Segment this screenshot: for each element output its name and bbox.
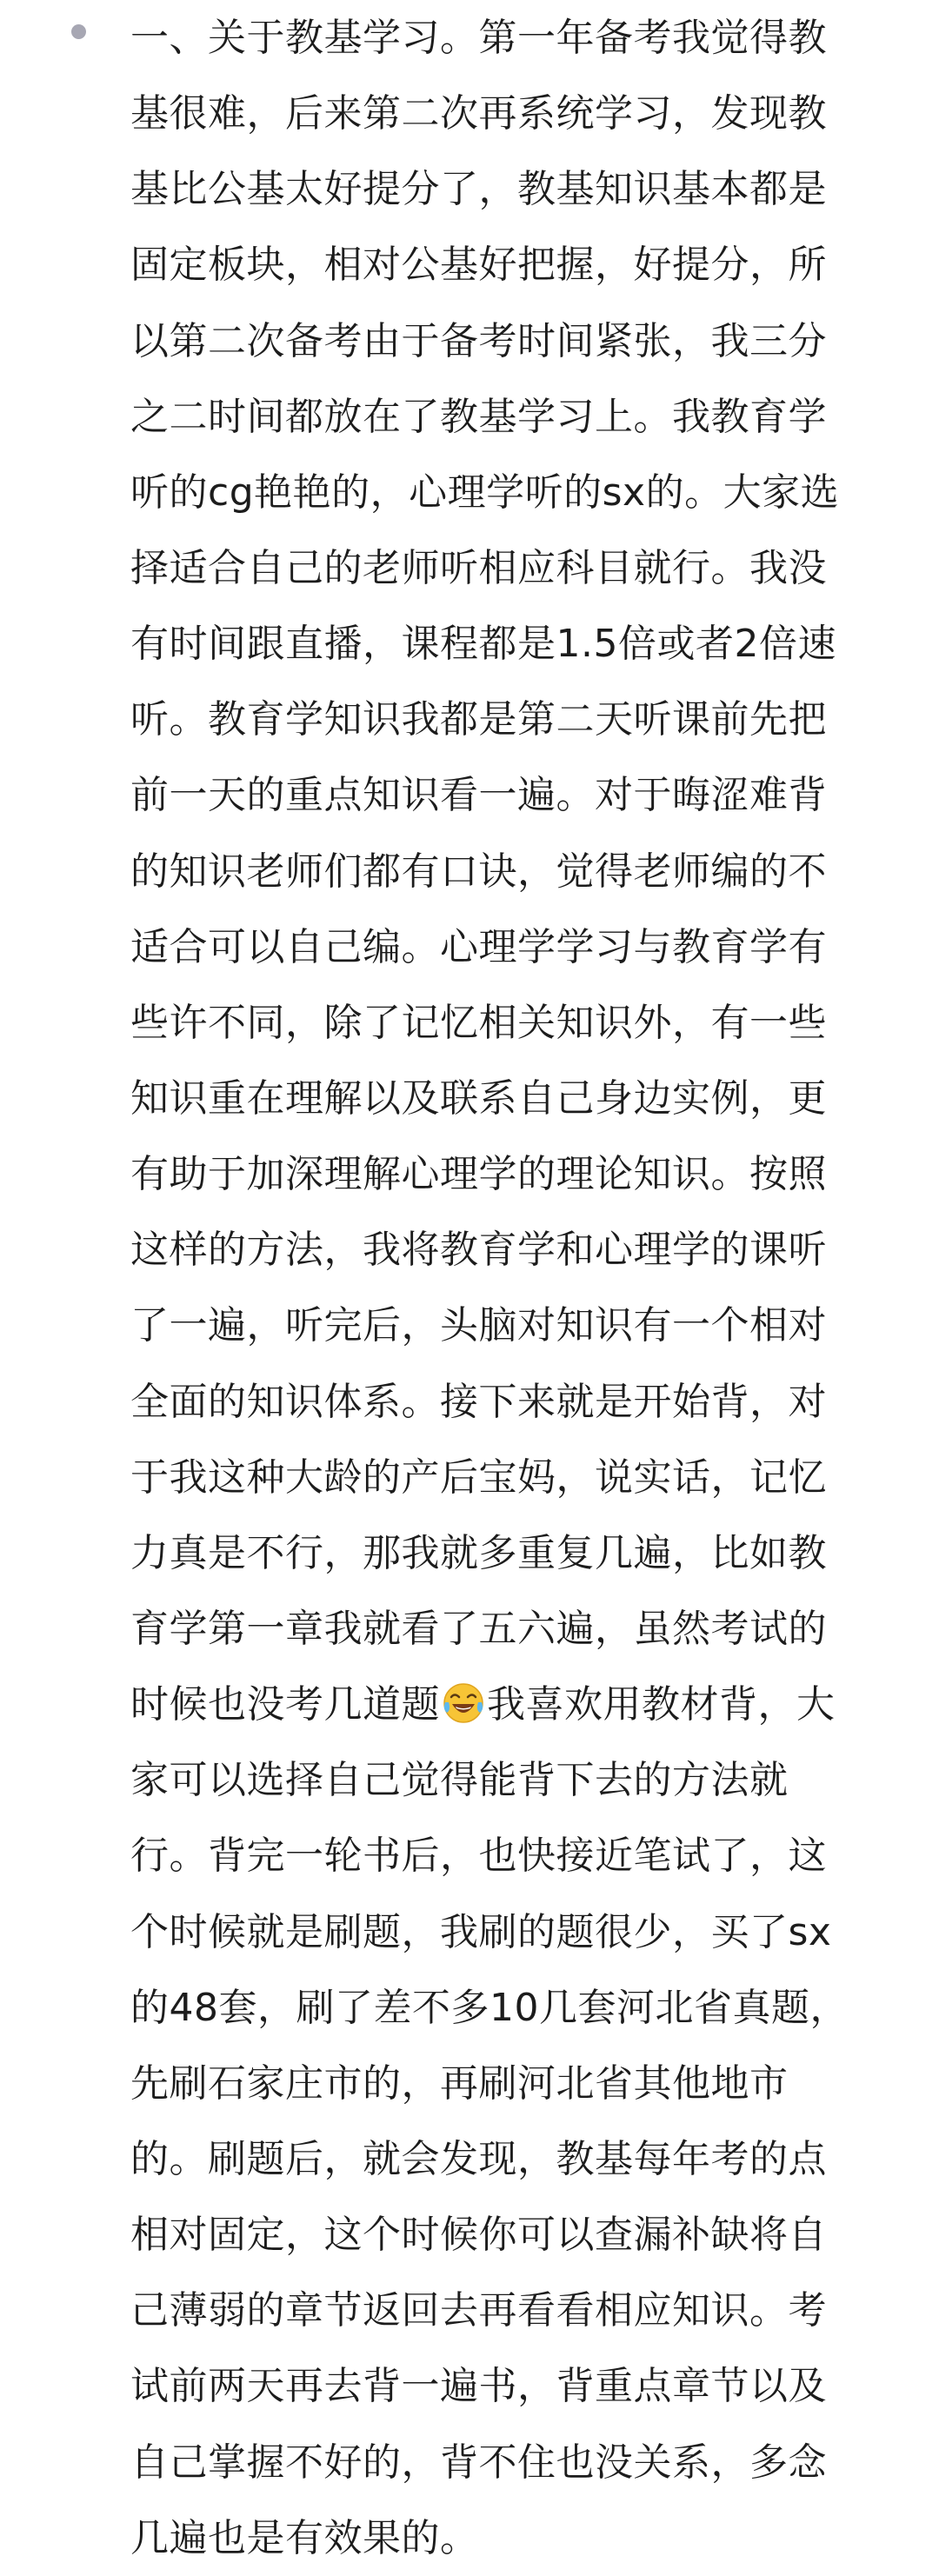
text-line: 家可以选择自己觉得能背下去的方法就	[130, 1758, 789, 1803]
text-line: 以第二次备考由于备考时间紧张，我三分	[130, 318, 827, 363]
laughing-tears-emoji-icon	[442, 1674, 485, 1718]
text-line: 有助于加深理解心理学的理论知识。按照	[130, 1152, 827, 1197]
text-line: 于我这种大龄的产后宝妈，说实话，记忆	[130, 1454, 827, 1500]
text-line: 先刷石家庄市的，再刷河北省其他地市	[130, 2060, 789, 2106]
text-line: 一、关于教基学习。第一年备考我觉得教	[130, 16, 827, 60]
text-line: 择适合自己的老师听相应科目就行。我没	[130, 545, 827, 590]
text-line: 的48套，刷了差不多10几套河北省真题，	[130, 1985, 849, 2030]
text-line: 个时候就是刷题，我刷的题很少，买了sx	[130, 1909, 832, 1954]
text-line: 听。教育学知识我都是第二天听课前先把	[130, 697, 827, 742]
text-line: 基比公基太好提分了，教基知识基本都是	[130, 167, 827, 212]
text-line: 试前两天再去背一遍书，背重点章节以及	[130, 2364, 827, 2409]
text-line: 有时间跟直播，课程都是1.5倍或者2倍速	[130, 622, 836, 667]
text-line: 自己掌握不好的，背不住也没关系，多念	[130, 2440, 827, 2485]
text-segment: 时候也没考几道题	[130, 1682, 440, 1727]
text-line: 全面的知识体系。接下来就是开始背，对	[130, 1379, 827, 1424]
text-line: 知识重在理解以及联系自己身边实例，更	[130, 1075, 827, 1121]
text-line: 己薄弱的章节返回去再看看相应知识。考	[130, 2288, 827, 2333]
text-line: 力真是不行，那我就多重复几遍，比如教	[130, 1530, 827, 1575]
text-line: 了一遍，听完后，头脑对知识有一个相对	[130, 1303, 827, 1348]
text-line-with-emoji	[130, 1667, 861, 1742]
text-line: 固定板块，相对公基好把握，好提分，所	[130, 243, 827, 288]
text-segment: 我喜欢用教材背，大	[487, 1682, 836, 1727]
text-line: 的知识老师们都有口诀，觉得老师编的不	[130, 849, 827, 894]
list-item-text	[130, 0, 861, 2576]
text-line: 之二时间都放在了教基学习上。我教育学	[130, 394, 827, 439]
bullet-dot-icon	[71, 24, 86, 39]
text-line: 些许不同，除了记忆相关知识外，有一些	[130, 1000, 827, 1045]
text-line: 这样的方法，我将教育学和心理学的课听	[130, 1228, 827, 1273]
text-line: 行。背完一轮书后，也快接近笔试了，这	[130, 1834, 827, 1879]
text-line: 基很难，后来第二次再系统学习，发现教	[130, 91, 827, 136]
text-line: 前一天的重点知识看一遍。对于晦涩难背	[130, 773, 827, 818]
text-line: 的。刷题后，就会发现，教基每年考的点	[130, 2136, 827, 2181]
text-line: 几遍也是有效果的。	[130, 2515, 479, 2560]
text-line: 听的cg艳艳的，心理学听的sx的。大家选	[130, 469, 840, 515]
text-line: 育学第一章我就看了五六遍，虽然考试的	[130, 1606, 827, 1651]
text-line: 相对固定，这个时候你可以查漏补缺将自	[130, 2213, 827, 2258]
text-line: 适合可以自己编。心理学学习与教育学有	[130, 924, 827, 969]
